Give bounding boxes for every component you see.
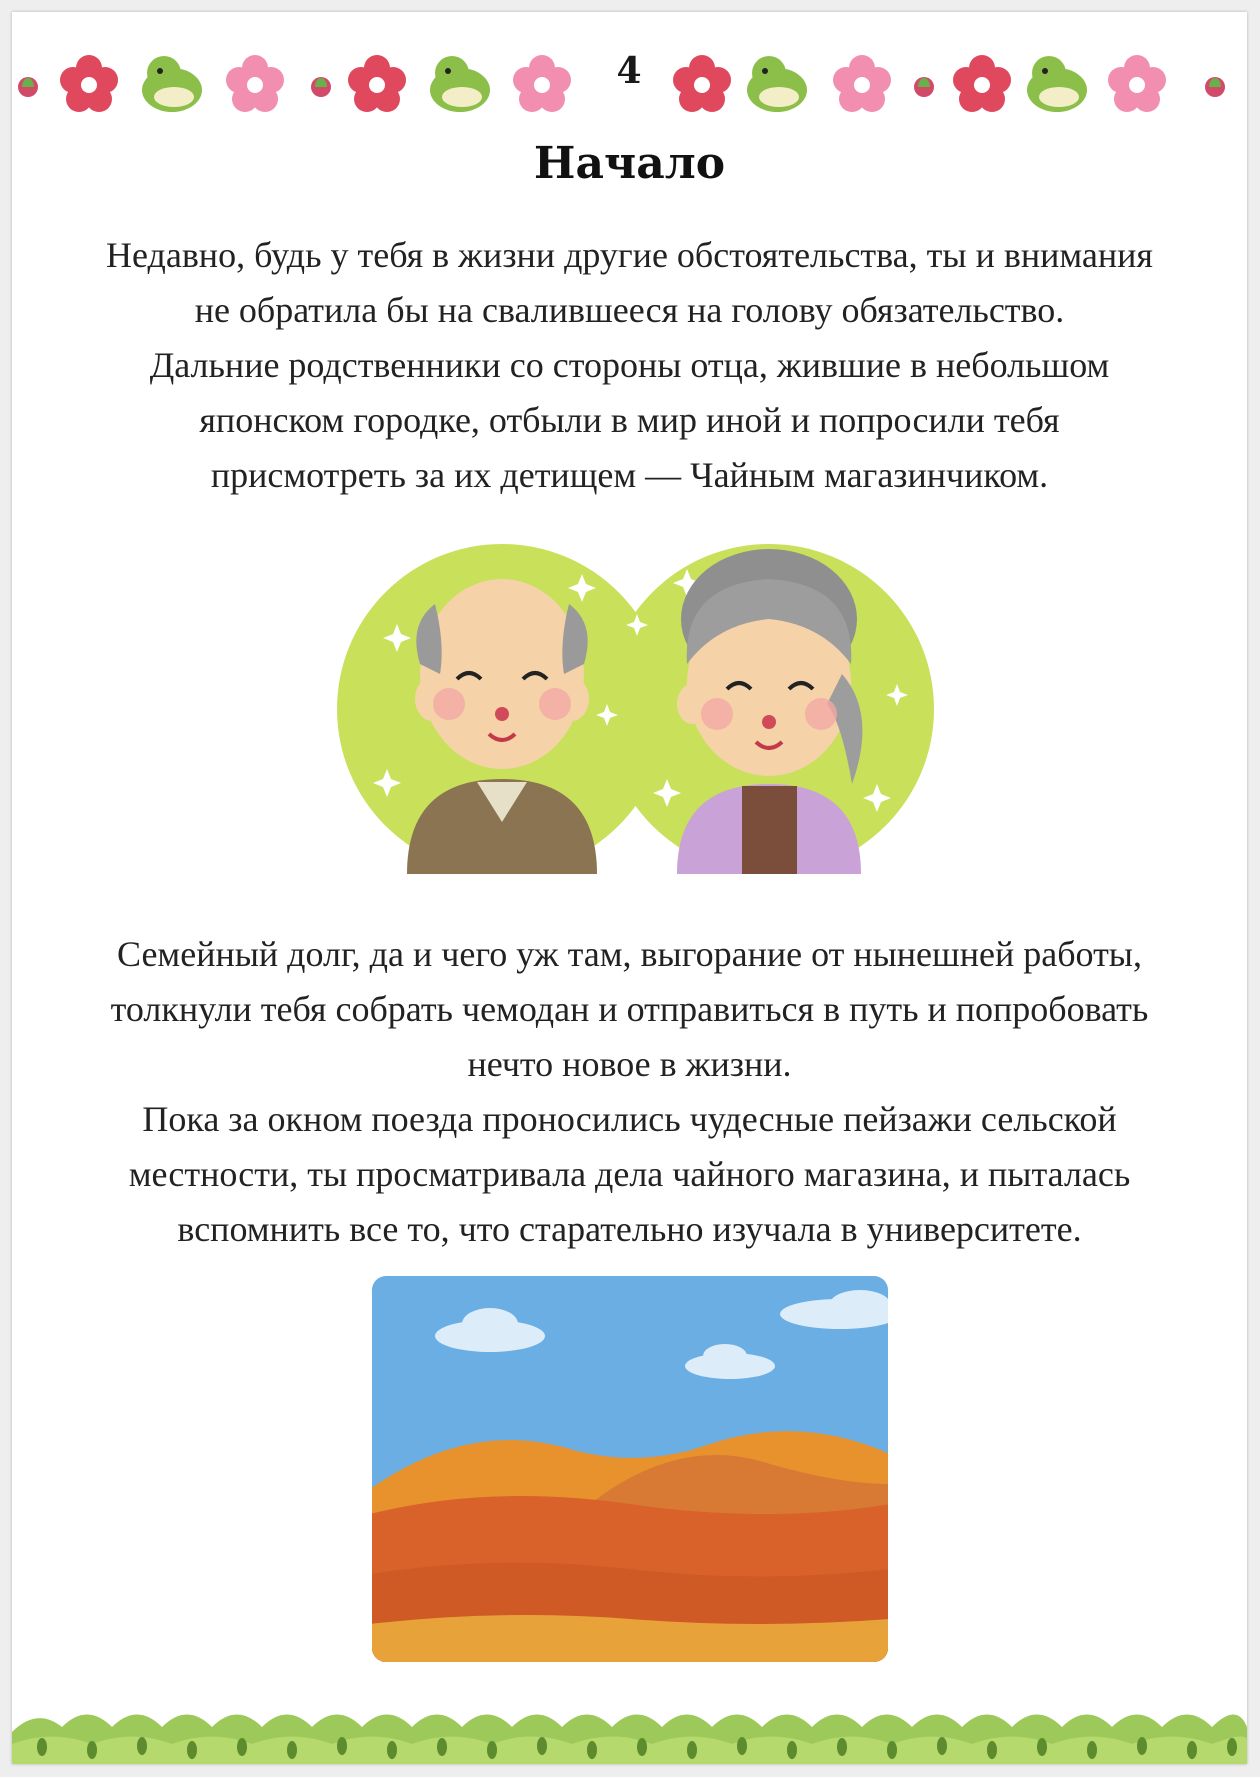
plum-bud-icon [18,77,38,97]
bush-warbler-icon [1027,56,1087,112]
grandmother-figure [677,549,862,874]
text-line: Пока за окном поезда проносились чудесные пейзажи сельской [142,1099,1117,1139]
bush-warbler-icon [142,56,202,112]
bush-warbler-icon [747,56,807,112]
text-line: присмотреть за их детищем — Чайным магазинчиком. [210,455,1049,495]
plum-bud-icon [914,77,934,97]
chapter-title: Начало [533,138,726,189]
plum-bud-icon [1205,77,1225,97]
plum-flower-icon [953,55,1011,112]
storybook-page [12,12,1247,1764]
text-line: толкнули тебя собрать чемодан и отправиться в путь и попробовать [110,989,1149,1029]
plum-flower-icon [833,55,891,112]
plum-bud-icon [311,77,331,97]
plum-flower-icon [1108,55,1166,112]
grandfather-figure [407,579,597,874]
plum-flower-icon [60,55,118,112]
text-line: местности, ты просматривала дела чайного магазина, и пыталась [128,1154,1131,1194]
text-line: Недавно, будь у тебя в жизни другие обстоятельства, ты и внимания [106,235,1153,275]
text-line: Дальние родственники со стороны отца, жившие в небольшом [149,345,1110,385]
plum-flower-icon [226,55,284,112]
text-line: вспомнить все то, что старательно изучала в университете. [177,1209,1082,1249]
green-hills-border [12,1692,1247,1764]
text-line: японском городке, отбыли в мир иной и попросили тебя [199,400,1060,440]
text-line: Семейный долг, да и чего уж там, выгорание от нынешней работы, [117,934,1142,974]
page-number: 4 [594,50,664,92]
plum-flower-icon [348,55,406,112]
story-paragraph [52,927,1207,1257]
plum-flower-icon [673,55,731,112]
elderly-couple-illustration [337,534,937,894]
plum-flower-icon [513,55,571,112]
bush-warbler-icon [430,56,490,112]
intro-paragraph [52,228,1207,503]
text-line: нечто новое в жизни. [467,1044,792,1084]
text-line: не обратила бы на свалившееся на голову обязательство. [194,290,1065,330]
autumn-hills-illustration [370,1274,890,1664]
